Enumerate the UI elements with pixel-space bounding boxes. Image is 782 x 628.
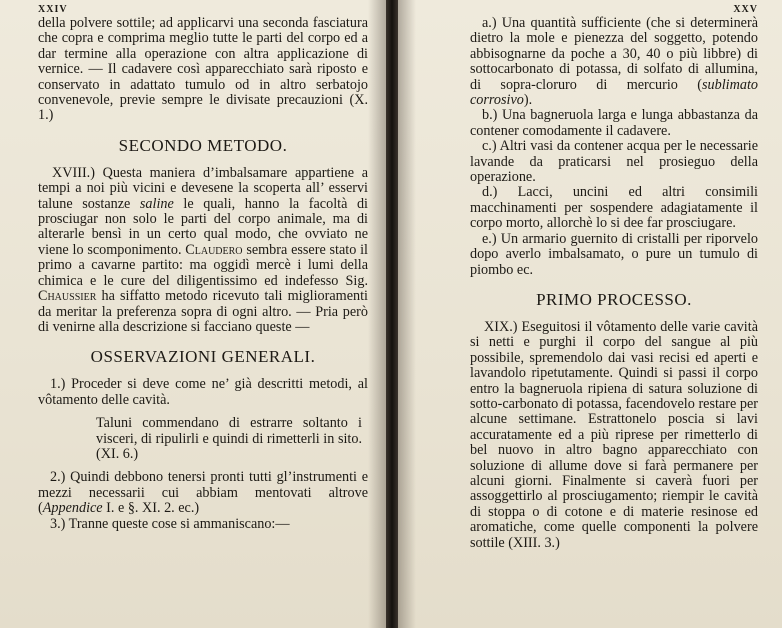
list-item-b: b.) Una bagneruola larga e lunga abbastanza da contener comodamente il cadavere. <box>470 107 758 139</box>
paragraph-text: Questa maniera d’imbalsamare appartiene a tempi a noi più vicini e devesene la scoperta all’ esservi talune sostanze <box>38 164 368 212</box>
list-item-a <box>470 16 758 108</box>
paragraph-number: XVIII.) <box>52 164 95 181</box>
paragraph-number: XIX.) <box>484 318 518 335</box>
emphasis-sublimato: sublimato corrosivo <box>470 76 758 109</box>
paragraph-text: Eseguitosi il vôtamento delle varie cavità si netti e purghi il corpo del sangue al più possibile, spremendolo dai vasi recisi ed aperti e lavandolo ripetutamente. Quindi si passi il corpo entro la bagneruola ripiena di satura soluzione di sotto-carbonato di potassa, facendovelo restare per alcune settimane. Estrattonelo poscia si lavi accuratamente ed a più riprese per rimetterlo di bel nuovo in altro bagno apparecchiato con soluzione di allume dove si farà permanere per alcuni giorni. Finalmente si caverà fuori per assoggettirlo al prosciugamento; riempir le cavità di stoppa o di cotone e di materie resinose ed aromatiche, come quelle componenti la polvere sottile (XIII. 3.) <box>470 318 758 551</box>
paragraph-text: le quali, hanno la facoltà di prosciugar non solo le parti del corpo animale, ma di alterarle bensì in un certo qual modo, che ovviato ne viene lo scomponimento. <box>38 195 368 258</box>
book-gutter <box>386 0 398 628</box>
left-page-number: XXIV <box>38 4 68 15</box>
continued-paragraph: della polvere sottile; ad applicarvi una seconda fasciatura che copra e comprima meglio tutte le parti del corpo ed a dar termine alla operazione con altra applicazione di vernice. — Il cadavere così apparecchiato sarà riposto e conservato in adattato tumulo od in altro serbatojo convenevole, previe sempre le divisate precauzioni (X. 1.) <box>38 15 368 124</box>
paragraph-xix <box>470 320 758 551</box>
observation-3: 3.) Tranne queste cose si ammaniscano:— <box>50 515 290 532</box>
name-claudero: Claudero <box>185 241 243 258</box>
observation-1: 1.) Proceder si deve come ne’ già descritti metodi, al vôtamento delle cavità. <box>38 376 368 408</box>
right-page-text <box>470 4 758 551</box>
paragraph-text: ha siffatto metodo ricevuto tali miglioramenti da meritar la preferenza sopra di ogni altro. — Pria però di venirne alla descrizione si facciano queste — <box>38 288 368 335</box>
list-item-a-text: a.) Una quantità sufficiente (che si determinerà dietro la mole e pienezza del soggetto, potendo abbisognarne da poche a 30, 40 o più libbre) di sottocarbonato di potassa, di solfato di allumina, di sopra-cloruro di mercurio ( <box>470 15 758 93</box>
observation-2 <box>38 470 368 516</box>
list-item-a-end: ). <box>523 92 533 109</box>
emphasis-saline: saline <box>139 195 174 212</box>
heading-secondo-metodo: SECONDO METODO. <box>118 135 288 155</box>
observation-1-note: Taluni commendano di estrarre soltanto i visceri, di ripulirli e quindi di rimetterli in sito. (XI. 6.) <box>96 415 362 462</box>
observation-2-ref: I. e §. XI. 2. ec.) <box>102 500 200 517</box>
heading-osservazioni-generali: OSSERVAZIONI GENERALI. <box>90 347 316 367</box>
list-item-d: d.) Lacci, uncini ed altri consimili macchinamenti per sospendere adagiatamente il corpo morto, allorchè lo si dee far prosciugare. <box>470 184 758 232</box>
heading-primo-processo: PRIMO PROCESSO. <box>536 289 692 309</box>
left-page <box>0 0 386 628</box>
left-page-text <box>38 4 368 532</box>
name-chaussier: Chaussier <box>38 288 97 305</box>
list-item-c: c.) Altri vasi da contener acqua per le necessarie lavande da praticarsi nel prosieguo della operazione. <box>470 138 758 186</box>
list-item-e: e.) Un armario guernito di cristalli per riporvelo dopo averlo imbalsamato, o pure un tumulo di piombo ec. <box>470 230 758 278</box>
right-page-number: XXV <box>733 4 758 15</box>
paragraph-xviii <box>38 166 368 335</box>
observation-2-text: 2.) Quindi debbono tenersi pronti tutti gl’instrumenti e mezzi necessarii cui abbiam mentovati altrove ( <box>38 469 368 517</box>
paragraph-text: sembra essere stato il primo a cavarne partito: ma oggidì mercè i lumi della chimica e le cure del diligentissimo ed indefesso Sig. <box>38 241 368 289</box>
emphasis-appendice: Appendice <box>42 500 103 517</box>
right-page <box>398 0 782 628</box>
